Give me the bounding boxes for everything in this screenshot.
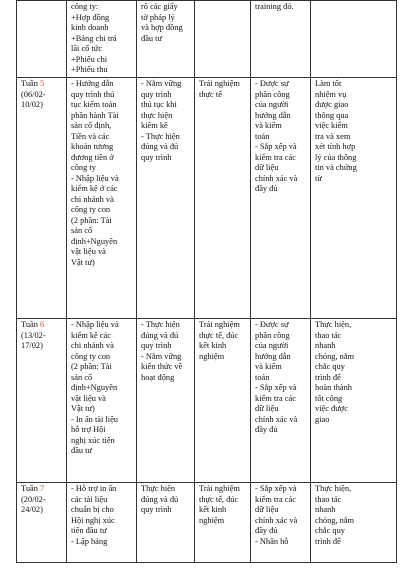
tasks-text: - Hướng dẫn quy trình thủ tục kiểm toán phần hành Tài sản cố định, Tiền và các khoản tương đương tiền ở công ty - Nhập liệu và kiểm kê ở các chi nhánh và công ty con (2 phần: Tài sản cố định+Nguyên vật liệu và Vật tư) [71,79,119,267]
method-cell [195,319,251,483]
week-number: 5 [40,79,45,88]
week-number: 6 [40,320,45,329]
table-row [17,78,397,319]
result-text: Thực hiện, thao tác nhanh chóng, nắm chắc quy trình để [315,484,355,546]
tasks-text: công ty: +Hợp đồng kinh doanh +Bảng chi trả lãi cổ tức +Phiếu chi +Phiếu thu [71,2,117,74]
week-word: Tuần [21,79,41,88]
goals-cell [137,483,195,563]
week-dates: (20/02- 24/02) [21,494,46,514]
week-label [21,484,63,516]
week-cell [17,319,67,483]
result-cell [311,1,397,78]
table-row [17,319,397,483]
method-cell [195,78,251,319]
table-row [17,1,397,78]
week-cell [17,1,67,78]
tasks-text: - Hỗ trợ in ấn các tài liệu chuẩn bị cho Hội nghị xúc tiến đầu tư - Lập bảng [71,484,117,546]
goals-text: Thực hiện đúng và đủ quy trình [141,484,179,514]
goals-cell [137,319,195,483]
goals-text: - Nắm vững quy trình thủ tục khi thực hiện kiểm kê - Thực hiện đúng và đủ quy trình [141,79,182,162]
tasks-text: - Nhập liệu và kiểm kê các chi nhánh và công ty con (2 phần: Tài sản cố định+Nguyên vật liệu và Vật tư) - In ấn tài liệu hỗ trợ Hội nghị xúc tiến đầu tư [71,320,119,455]
support-text: - Được sự phân công của người hướng dẫn và kiểm toán - Sắp xếp và kiểm tra các dữ liệu chính xác và đầy đủ [255,320,298,434]
week-dates: (06/02- 10/02) [21,89,46,109]
week-cell [17,483,67,563]
support-text: training đó. [255,2,294,11]
table-row [17,483,397,563]
method-text: Trải nghiệm thực tế, đúc kết kinh nghiệm [199,320,240,361]
internship-plan-table [16,0,397,563]
support-cell [251,1,311,78]
week-dates: (13/02- 17/02) [21,330,46,350]
goals-cell [137,78,195,319]
goals-text: - Thực hiện đúng và đủ quy trình - Nắm vững kiến thức về hoạt động [141,320,183,382]
tasks-cell [67,1,137,78]
tasks-cell [67,483,137,563]
result-cell [311,78,397,319]
result-cell [311,483,397,563]
support-text: - Được sự phân công của người hướng dẫn và kiểm toán - Sắp xếp và kiểm tra các dữ liệu chính xác và đầy đủ [255,79,298,193]
week-word: Tuần [21,484,41,493]
week-label [21,79,63,111]
method-text: Trải nghiệm thực tế [199,79,240,99]
method-cell [195,1,251,78]
support-cell [251,319,311,483]
goals-cell [137,1,195,78]
week-word: Tuần [21,320,41,329]
result-text: Thực hiện, thao tác nhanh chóng, nắm chắc quy trình để hoàn thành tốt công việc được giao [315,320,355,424]
week-label [21,320,63,352]
goals-text: rõ các giấy tờ pháp lý và hợp đồng đầu tư [141,2,183,43]
support-cell [251,78,311,319]
method-text: Trải nghiệm thực tế, đúc kết kinh nghiệm [199,484,240,525]
week-number: 7 [40,484,45,493]
week-cell [17,78,67,319]
tasks-cell [67,319,137,483]
method-cell [195,483,251,563]
tasks-cell [67,78,137,319]
support-cell [251,483,311,563]
result-text: Làm tốt nhiệm vụ được giao thông qua việc kiểm tra và xem xét tính hợp lý của thông tin và chứng từ [315,79,357,183]
support-text: - Sắp xếp và kiểm tra các dữ liệu chính xác và đầy đủ - Nhân hỗ [255,484,298,546]
result-cell [311,319,397,483]
